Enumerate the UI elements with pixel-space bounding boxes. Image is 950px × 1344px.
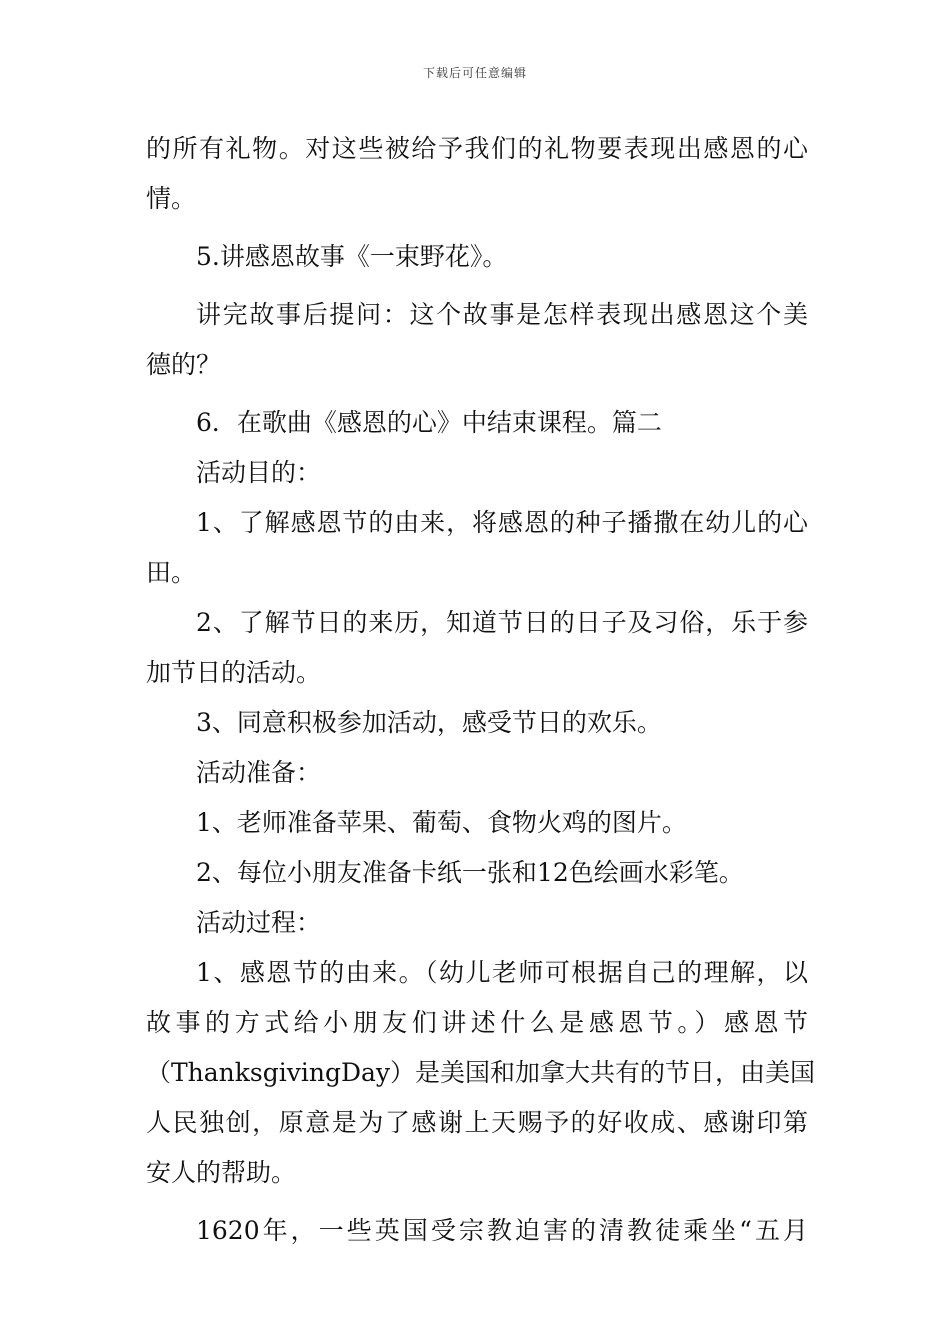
text-line: 活动过程：	[196, 908, 322, 937]
text-line: 故事的方式给小朋友们讲述什么是感恩节。）感恩节	[146, 1008, 808, 1037]
text-line: 人民独创，原意是为了感谢上天赐予的好收成、感谢印第	[146, 1108, 808, 1137]
text-line: 2、每位小朋友准备卡纸一张和12色绘画水彩笔。	[196, 858, 744, 887]
text-line: 德的？	[146, 350, 222, 379]
text-line: 讲完故事后提问：这个故事是怎样表现出感恩这个美	[196, 300, 808, 329]
text-line: 2、了解节日的来历，知道节日的日子及习俗，乐于参	[196, 608, 808, 637]
text-line: 的所有礼物。对这些被给予我们的礼物要表现出感恩的心	[146, 134, 808, 163]
text-line: 6．在歌曲《感恩的心》中结束课程。篇二	[196, 408, 662, 437]
text-line: 5.讲感恩故事《一束野花》。	[196, 242, 508, 271]
text-line: 1、了解感恩节的由来，将感恩的种子播撒在幼儿的心	[196, 508, 808, 537]
text-line: （ThanksgivingDay）是美国和加拿大共有的节日，由美国	[146, 1058, 816, 1087]
text-line: 田。	[146, 558, 197, 587]
text-line: 活动目的：	[196, 458, 322, 487]
text-line: 3、同意积极参加活动，感受节日的欢乐。	[196, 708, 662, 737]
text-line: 1620年，一些英国受宗教迫害的清教徒乘坐“五月	[196, 1216, 808, 1245]
text-line: 加节日的活动。	[146, 658, 322, 687]
text-line: 安人的帮助。	[146, 1158, 297, 1187]
text-line: 1、感恩节的由来。（幼儿老师可根据自己的理解，以	[196, 958, 808, 987]
text-line: 1、老师准备苹果、葡萄、食物火鸡的图片。	[196, 808, 687, 837]
page-header-note: 下载后可任意编辑	[422, 66, 527, 80]
text-line: 情。	[146, 184, 197, 213]
text-line: 活动准备：	[196, 758, 322, 787]
document-body	[146, 124, 816, 1256]
